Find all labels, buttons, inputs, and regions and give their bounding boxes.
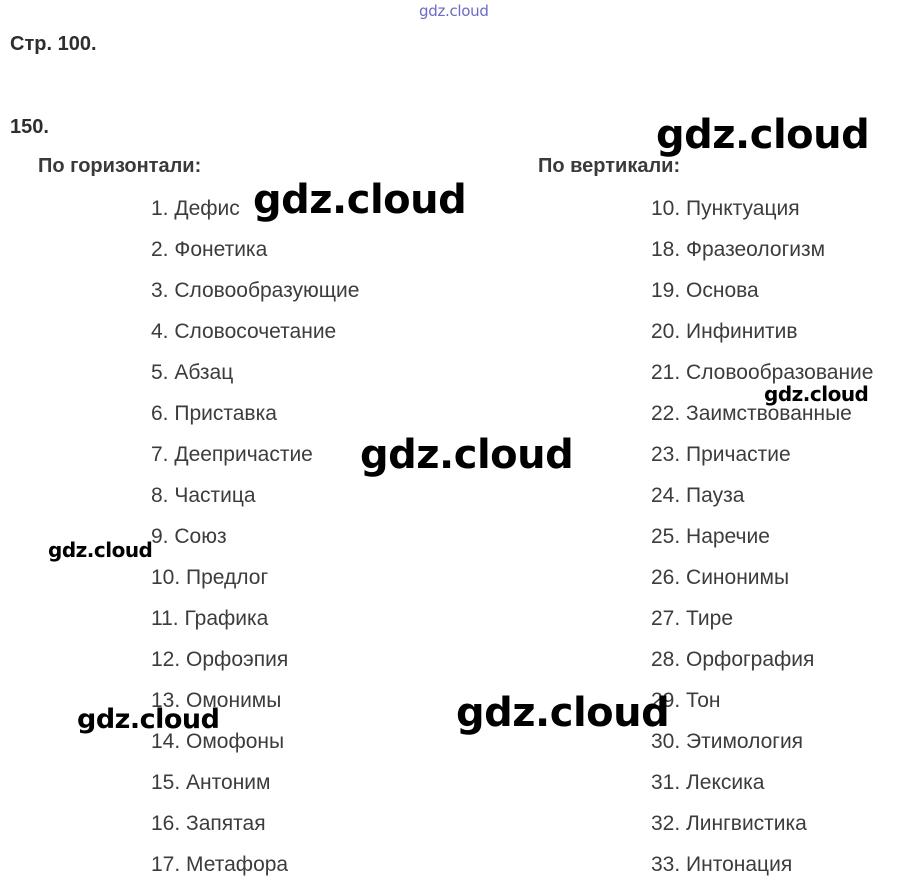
site-watermark-top: gdz.cloud xyxy=(419,2,489,20)
list-item: 10. Предлог xyxy=(151,566,269,589)
list-item: 10. Пунктуация xyxy=(651,197,800,220)
list-item: 27. Тире xyxy=(651,607,734,630)
list-item: 18. Фразеологизм xyxy=(651,238,826,261)
task-number: 150. xyxy=(10,116,49,138)
list-item: 25. Наречие xyxy=(651,525,770,548)
horizontal-heading: По горизонтали: xyxy=(38,155,202,177)
list-item: 4. Словосочетание xyxy=(151,320,337,343)
list-item: 12. Орфоэпия xyxy=(151,648,289,671)
watermark: gdz.cloud xyxy=(253,177,467,223)
list-item: 24. Пауза xyxy=(651,484,745,507)
list-item: 1. Дефис xyxy=(151,197,240,220)
list-item: 13. Омонимы xyxy=(151,689,282,712)
watermark: gdz.cloud xyxy=(77,704,220,735)
horizontal-answer-list xyxy=(151,194,359,891)
list-item: 9. Союз xyxy=(151,525,227,548)
watermark: gdz.cloud xyxy=(360,432,574,478)
list-item: 16. Запятая xyxy=(151,812,266,835)
list-item: 14. Омофоны xyxy=(151,730,285,753)
watermark: gdz.cloud xyxy=(456,690,670,736)
list-item: 15. Антоним xyxy=(151,771,271,794)
list-item: 32. Лингвистика xyxy=(651,812,807,835)
list-item: 7. Деепричастие xyxy=(151,443,313,466)
list-item: 22. Заимствованные xyxy=(651,402,852,425)
list-item: 11. Графика xyxy=(151,607,269,630)
list-item: 29. Тон xyxy=(651,689,721,712)
list-item: 17. Метафора xyxy=(151,853,289,876)
watermark: gdz.cloud xyxy=(764,382,869,406)
list-item: 19. Основа xyxy=(651,279,759,302)
watermark: gdz.cloud xyxy=(656,112,870,158)
list-item: 20. Инфинитив xyxy=(651,320,798,343)
vertical-heading: По вертикали: xyxy=(538,155,681,177)
list-item: 30. Этимология xyxy=(651,730,804,753)
list-item: 8. Частица xyxy=(151,484,256,507)
list-item: 5. Абзац xyxy=(151,361,234,384)
vertical-answer-list xyxy=(651,194,873,891)
list-item: 2. Фонетика xyxy=(151,238,268,261)
list-item: 31. Лексика xyxy=(651,771,765,794)
list-item: 21. Словообразование xyxy=(651,361,874,384)
page-label: Стр. 100. xyxy=(10,33,97,55)
list-item: 26. Синонимы xyxy=(651,566,790,589)
list-item: 28. Орфография xyxy=(651,648,815,671)
watermark: gdz.cloud xyxy=(48,538,153,562)
list-item: 23. Причастие xyxy=(651,443,791,466)
list-item: 6. Приставка xyxy=(151,402,277,425)
list-item: 3. Словообразующие xyxy=(151,279,360,302)
list-item: 33. Интонация xyxy=(651,853,793,876)
